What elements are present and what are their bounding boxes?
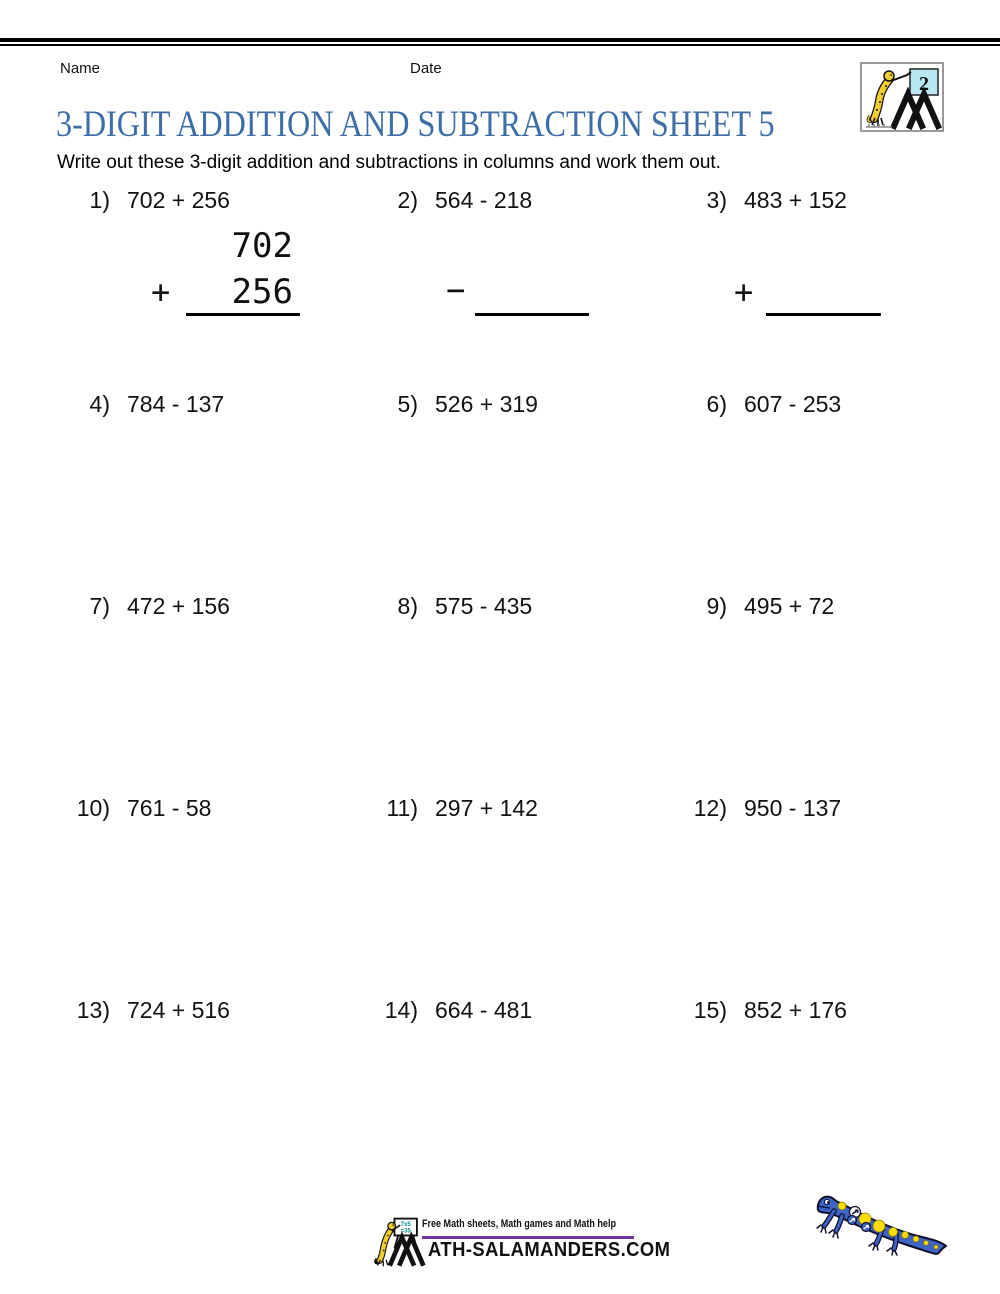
m-logo-icon: [894, 94, 938, 126]
problem-expression: 483 + 152: [744, 187, 847, 213]
problem-expression: 472 + 156: [127, 593, 230, 619]
problem-expression: 761 - 58: [127, 795, 212, 821]
answer-line-3: [766, 313, 881, 316]
problem-number: 9): [706, 593, 727, 619]
problem-number: 14): [384, 997, 418, 1023]
footer-brand: [372, 1213, 671, 1273]
worked-example-operator: +: [151, 273, 171, 311]
arrow-spot-blue-2: [862, 1223, 871, 1232]
math-salamanders-logo-badge: [860, 62, 944, 132]
problem-5: [376, 391, 538, 417]
problem-expression: 526 + 319: [435, 391, 538, 417]
problem-12: [685, 795, 841, 821]
problem-15: [685, 997, 847, 1023]
footer-site-name: ATH-SALAMANDERS.COM: [428, 1239, 671, 1261]
problem-number: 5): [397, 391, 418, 417]
problem-number: 7): [89, 593, 110, 619]
problem-13: [68, 997, 230, 1023]
worked-example-top-number: 702: [231, 226, 293, 266]
problem-expression: 852 + 176: [744, 997, 847, 1023]
problem-expression: 564 - 218: [435, 187, 533, 213]
blue-salamander-icon: [808, 1183, 948, 1263]
problem-number: 13): [76, 997, 110, 1023]
page-title: 3-DIGIT ADDITION AND SUBTRACTION SHEET 5: [56, 104, 775, 145]
instruction-text: Write out these 3-digit addition and subtractions in columns and work them out.: [57, 152, 721, 173]
problem-1: [68, 187, 230, 213]
answer-line-1: [186, 313, 300, 316]
problem-number: 2): [397, 187, 418, 213]
problem-expression: 950 - 137: [744, 795, 842, 821]
problem-number: 10): [76, 795, 110, 821]
problem-number: 3): [706, 187, 727, 213]
problem-expression: 607 - 253: [744, 391, 842, 417]
chalkboard-text-bottom: =35: [400, 1227, 411, 1235]
top-rule-thin: [0, 44, 1000, 46]
top-rule-thick: [0, 38, 1000, 42]
problem-number: 6): [706, 391, 727, 417]
problem-9: [685, 593, 834, 619]
problem-6: [685, 391, 841, 417]
problem-2: [376, 187, 532, 213]
problem-expression: 495 + 72: [744, 593, 835, 619]
problem-expression: 297 + 142: [435, 795, 538, 821]
answer-line-2: [475, 313, 589, 316]
problem-expression: 724 + 516: [127, 997, 230, 1023]
date-label: Date: [410, 60, 442, 77]
chalkboard-text-top: 7x5: [400, 1221, 411, 1229]
problem-11: [376, 795, 538, 821]
problem-number: 8): [397, 593, 418, 619]
problem-14: [376, 997, 532, 1023]
problem-expression: 575 - 435: [435, 593, 533, 619]
arrow-spot-blue-1: [848, 1216, 857, 1225]
problem-4: [68, 391, 224, 417]
worked-example-bottom-number: 256: [231, 272, 293, 312]
problem-expression: 702 + 256: [127, 187, 230, 213]
level-number: 2: [919, 73, 929, 95]
m-logo-icon: [391, 1237, 423, 1263]
problem-8: [376, 593, 532, 619]
footer-tagline: Free Math sheets, Math games and Math help: [422, 1218, 616, 1230]
salamander-badge-icon: [862, 64, 942, 130]
problem-7: [68, 593, 230, 619]
name-label: Name: [60, 60, 101, 77]
problem-number: 11): [386, 795, 418, 821]
problem-number: 15): [693, 997, 727, 1023]
problem-expression: 664 - 481: [435, 997, 533, 1023]
problem-expression: 784 - 137: [127, 391, 225, 417]
blank-operator-3: +: [734, 273, 754, 311]
problem-number: 12): [693, 795, 727, 821]
blank-operator-2: −: [446, 271, 466, 309]
problem-number: 1): [89, 187, 110, 213]
problem-10: [68, 795, 211, 821]
problem-3: [685, 187, 847, 213]
problem-number: 4): [89, 391, 110, 417]
